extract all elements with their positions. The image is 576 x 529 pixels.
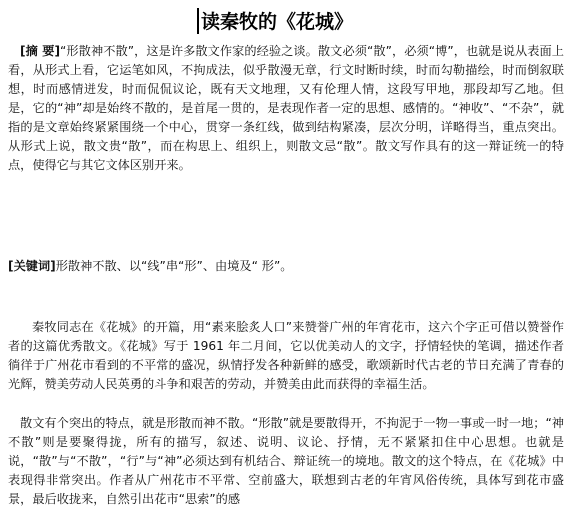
abstract-text: “形散神不散”，这是许多散文作家的经验之谈。散文必须“散”，必须“博”，也就是说从表面上看，从形式上看，它运笔如风，不拘成法，似乎散漫无章，行文时断时续，时而勾勒描绘，时而倒叙联想，时而感情迸发，时而侃侃议论，既有天文地理，又有伦理人情，这段写甲地，那段却写乙地。但是，它的“神”却是始终不散的，是首尾一贯的，是表现作者一定的思想、感情的。“神收”、“不杂”，就指的是文章始终紧紧围绕一个中心，贯穿一条红线，做到结构紧凑，层次分明，详略得当，重点突出。从形式上说，散文贵“散”，而在构思上、组织上，则散文忌“散”。散文写作具有的这一辩证统一的特点，使得它与其它文体区别开来。 bbox=[8, 44, 564, 172]
body-paragraph-2: 散文有个突出的特点，就是形散而神不散。“形散”就是要散得开，不拘泥于一物一事或一时一地；“神不散”则是要聚得拢，所有的描写，叙述、说明、议论、抒情，无不紧紧扣住中心思想。也就是说，“散”与“不散”，“行”与“神”必须达到有机结合、辩证统一的境地。散文的这个特点，在《花城》中表现得非常突出。作者从广州花市不平常、空前盛大，联想到古老的年宵风俗传统，具体写到花市盛景，最后收拢来，自然引出花市“思索”的感 bbox=[8, 416, 564, 506]
text-cursor bbox=[197, 8, 199, 34]
keywords-label: [关键词] bbox=[8, 259, 56, 273]
keywords-paragraph bbox=[8, 257, 564, 276]
abstract-paragraph bbox=[8, 42, 564, 175]
keywords-text: 形散神不散、以“线”串“形”、由境及“ 形”。 bbox=[55, 259, 293, 273]
document-title: 读秦牧的《花城》 bbox=[201, 11, 354, 33]
abstract-label: [摘 要] bbox=[20, 44, 61, 58]
body-paragraph-1: 秦牧同志在《花城》的开篇，用“素来脍炙人口”来赞誉广州的年宵花市，这六个字正可借以赞誉作者的这篇优秀散文。《花城》写于 1961 年二月间，它以优美动人的文字，抒情轻快的笔调，描述作者徜徉于广州花市看到的不平常的盛况，纵情抒发各种新鲜的感受，歌颂新时代古老的节日充满了青春的光辉，赞美劳动人民英勇的斗争和艰苦的劳动，并赞美由此而获得的幸福生活。 bbox=[8, 320, 564, 391]
